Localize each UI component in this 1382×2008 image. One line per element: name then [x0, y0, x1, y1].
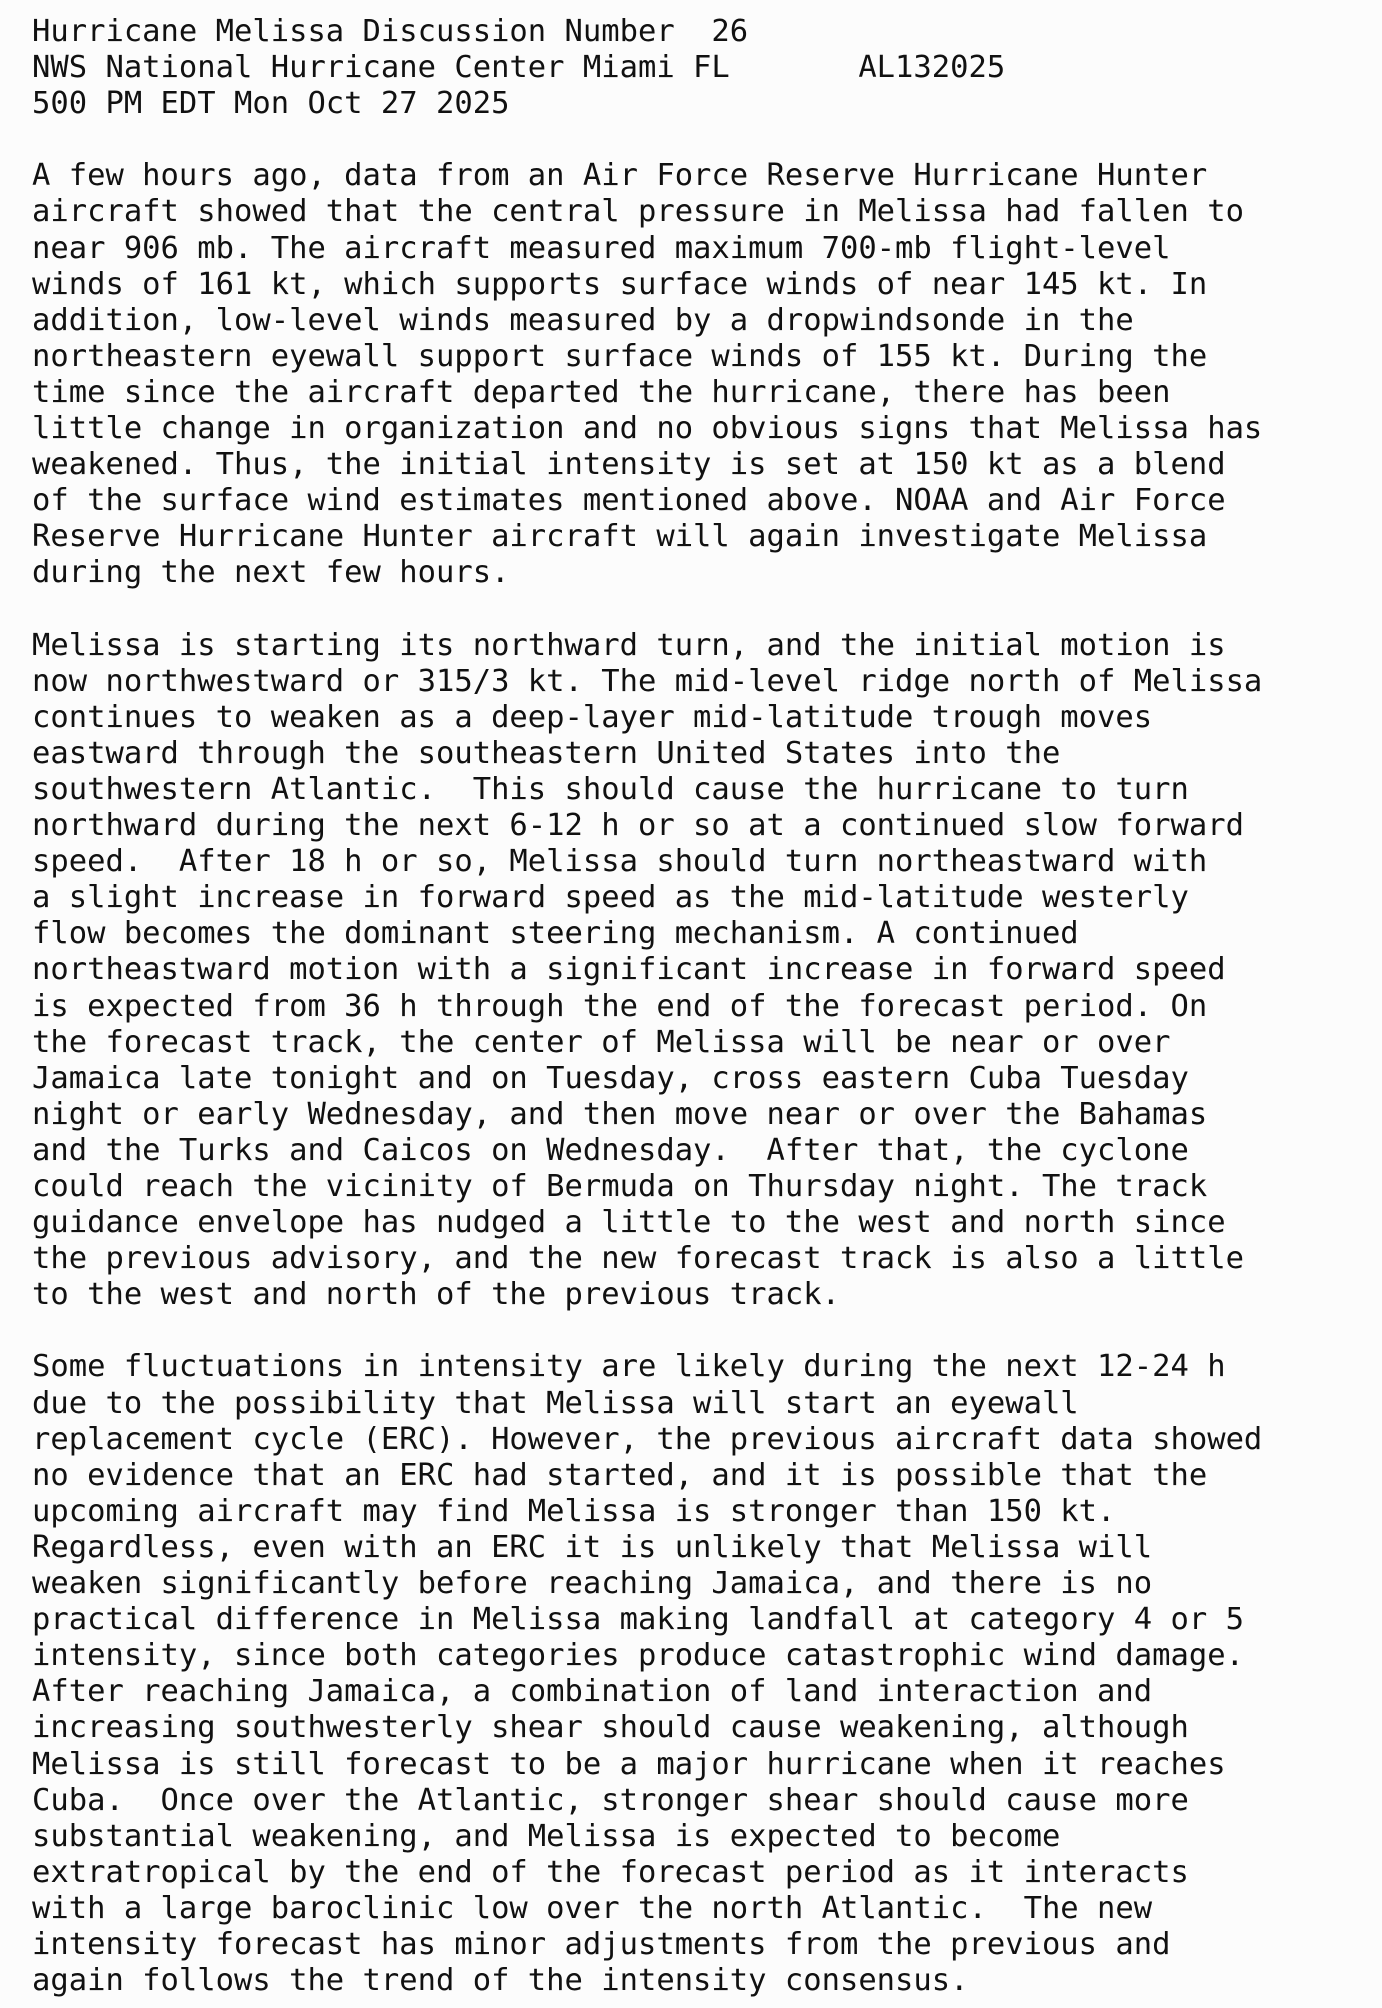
paragraph-spacer	[32, 592, 1372, 628]
text-line: speed. After 18 h or so, Melissa should turn northeastward with	[32, 844, 1208, 880]
text-line: is expected from 36 h through the end of the forecast period. On	[32, 988, 1208, 1024]
text-line: Reserve Hurricane Hunter aircraft will again investigate Melissa	[32, 519, 1208, 555]
text-line: intensity, since both categories produce catastrophic wind damage.	[32, 1638, 1244, 1674]
text-line: could reach the vicinity of Bermuda on Thursday night. The track	[32, 1169, 1208, 1204]
text-line: eastward through the southeastern United States into the	[32, 735, 1061, 771]
text-line: due to the possibility that Melissa will start an eyewall	[32, 1385, 1079, 1421]
text-line: continues to weaken as a deep-layer mid-latitude trough moves	[32, 699, 1153, 735]
text-line: to the west and north of the previous track.	[32, 1277, 840, 1313]
discussion-document	[32, 14, 1372, 1999]
text-line: northward during the next 6-12 h or so at a continued slow forward	[32, 808, 1244, 844]
text-line: substantial weakening, and Melissa is expected to become	[32, 1818, 1061, 1854]
paragraph-spacer	[32, 122, 1372, 158]
text-line: northeastern eyewall support surface winds of 155 kt. During the	[32, 338, 1208, 374]
text-line: increasing southwesterly shear should cause weakening, although	[32, 1710, 1189, 1746]
text-line: the forecast track, the center of Melissa will be near or over	[32, 1024, 1171, 1060]
text-line: replacement cycle (ERC). However, the previous aircraft data showed	[32, 1421, 1263, 1457]
text-line: Melissa is starting its northward turn, and the initial motion is	[32, 627, 1226, 663]
text-line: intensity forecast has minor adjustments from the previous and	[32, 1926, 1171, 1962]
text-line: and the Turks and Caicos on Wednesday. After that, the cyclone	[32, 1132, 1189, 1168]
text-line: After reaching Jamaica, a combination of land interaction and	[32, 1674, 1153, 1710]
paragraph-1	[32, 158, 1372, 591]
text-line: a slight increase in forward speed as the mid-latitude westerly	[32, 880, 1189, 916]
text-line: A few hours ago, data from an Air Force Reserve Hurricane Hunter	[32, 158, 1208, 194]
text-line: practical difference in Melissa making landfall at category 4 or 5	[32, 1602, 1244, 1638]
text-line: weaken significantly before reaching Jamaica, and there is no	[32, 1566, 1153, 1602]
text-line: Cuba. Once over the Atlantic, stronger shear should cause more	[32, 1782, 1189, 1818]
text-line: little change in organization and no obvious signs that Melissa has	[32, 411, 1263, 447]
text-line: near 906 mb. The aircraft measured maximum 700-mb flight-level	[32, 230, 1171, 266]
text-line: Jamaica late tonight and on Tuesday, cross eastern Cuba Tuesday	[32, 1060, 1189, 1096]
text-line: Melissa is still forecast to be a major hurricane when it reaches	[32, 1746, 1226, 1782]
text-line: Regardless, even with an ERC it is unlikely that Melissa will	[32, 1529, 1153, 1565]
issuing-office: NWS National Hurricane Center Miami FL AL132025	[32, 50, 1006, 86]
text-line: now northwestward or 315/3 kt. The mid-level ridge north of Melissa	[32, 663, 1263, 699]
text-line: during the next few hours.	[32, 555, 510, 591]
text-line: the previous advisory, and the new forecast track is also a little	[32, 1241, 1244, 1277]
text-line: weakened. Thus, the initial intensity is set at 150 kt as a blend	[32, 447, 1226, 483]
text-line: of the surface wind estimates mentioned above. NOAA and Air Force	[32, 483, 1226, 519]
text-line: again follows the trend of the intensity consensus.	[32, 1963, 969, 1999]
text-line: time since the aircraft departed the hurricane, there has been	[32, 374, 1171, 410]
text-line: with a large baroclinic low over the north Atlantic. The new	[32, 1890, 1153, 1926]
issue-datetime: 500 PM EDT Mon Oct 27 2025	[32, 86, 510, 122]
paragraph-spacer	[32, 1313, 1372, 1349]
text-line: guidance envelope has nudged a little to the west and north since	[32, 1205, 1226, 1241]
discussion-body	[32, 158, 1372, 1999]
paragraph-2	[32, 628, 1372, 1314]
text-line: flow becomes the dominant steering mechanism. A continued	[32, 916, 1079, 952]
text-line: night or early Wednesday, and then move near or over the Bahamas	[32, 1096, 1208, 1132]
text-line: upcoming aircraft may find Melissa is stronger than 150 kt.	[32, 1493, 1116, 1529]
text-line: no evidence that an ERC had started, and it is possible that the	[32, 1457, 1208, 1493]
text-line: extratropical by the end of the forecast period as it interacts	[32, 1854, 1189, 1890]
text-line: northeastward motion with a significant increase in forward speed	[32, 952, 1226, 988]
text-line: winds of 161 kt, which supports surface winds of near 145 kt. In	[32, 266, 1208, 302]
text-line: aircraft showed that the central pressure in Melissa had fallen to	[32, 194, 1244, 230]
text-line: addition, low-level winds measured by a dropwindsonde in the	[32, 302, 1134, 338]
paragraph-3	[32, 1349, 1372, 1999]
text-line: Some fluctuations in intensity are likely during the next 12-24 h	[32, 1349, 1226, 1385]
text-line: southwestern Atlantic. This should cause the hurricane to turn	[32, 771, 1189, 807]
discussion-title: Hurricane Melissa Discussion Number 26	[32, 14, 749, 49]
